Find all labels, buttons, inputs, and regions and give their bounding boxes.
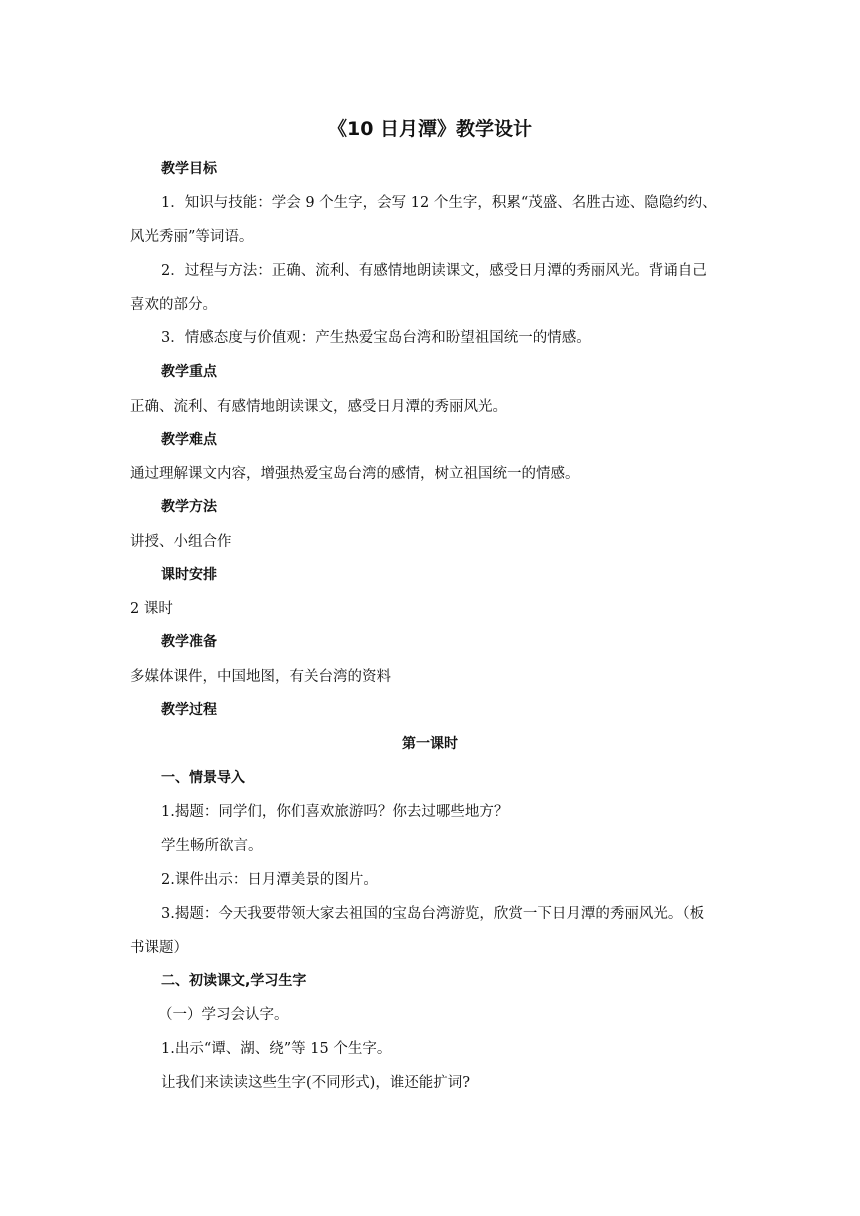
process-heading: 教学过程 [161, 702, 217, 718]
document-title: 《10 日月潭》教学设计 [327, 118, 533, 140]
method-text: 讲授、小组合作 [130, 534, 232, 550]
goals-heading: 教学目标 [161, 161, 217, 177]
part-2-item-1: 1.出示“谭、湖、绕”等 15 个生字。 [161, 1041, 392, 1057]
goal-3: 3．情感态度与价值观：产生热爱宝岛台湾和盼望祖国统一的情感。 [161, 330, 591, 346]
part-1-heading: 一、情景导入 [161, 770, 245, 786]
goal-1-line-1: 1．知识与技能：学会 9 个生字，会写 12 个生字，积累“茂盛、名胜古迹、隐隐约约、 [161, 195, 717, 211]
method-heading: 教学方法 [161, 499, 217, 515]
part-1-item-3-line-2: 书课题） [130, 940, 188, 956]
difficulty-text: 通过理解课文内容，增强热爱宝岛台湾的感情，树立祖国统一的情感。 [130, 466, 580, 482]
part-1-item-1-response: 学生畅所欲言。 [161, 838, 263, 854]
key-heading: 教学重点 [161, 364, 217, 380]
lesson-1-heading: 第一课时 [402, 736, 458, 752]
goal-2-line-1: 2．过程与方法：正确、流利、有感情地朗读课文，感受日月潭的秀丽风光。背诵自己 [161, 263, 707, 279]
key-text: 正确、流利、有感情地朗读课文，感受日月潭的秀丽风光。 [130, 399, 507, 415]
schedule-heading: 课时安排 [161, 567, 217, 583]
part-1-item-1: 1.揭题：同学们，你们喜欢旅游吗？你去过哪些地方？ [161, 804, 509, 820]
goal-2-line-2: 喜欢的部分。 [130, 297, 217, 313]
goal-1-line-2: 风光秀丽”等词语。 [130, 229, 254, 245]
part-2-heading: 二、初读课文,学习生字 [161, 973, 307, 989]
part-1-item-3-line-1: 3.揭题：今天我要带领大家去祖国的宝岛台湾游览，欣赏一下日月潭的秀丽风光。（板 [161, 906, 705, 922]
part-2-sub-1: （一）学习会认字。 [158, 1007, 289, 1023]
part-1-item-2: 2.课件出示：日月潭美景的图片。 [161, 872, 378, 888]
schedule-text: 2 课时 [130, 601, 173, 617]
part-2-item-1-text: 让我们来读读这些生字(不同形式)，谁还能扩词? [161, 1075, 471, 1091]
difficulty-heading: 教学难点 [161, 432, 217, 448]
prep-heading: 教学准备 [161, 634, 217, 650]
prep-text: 多媒体课件，中国地图，有关台湾的资料 [130, 669, 391, 685]
